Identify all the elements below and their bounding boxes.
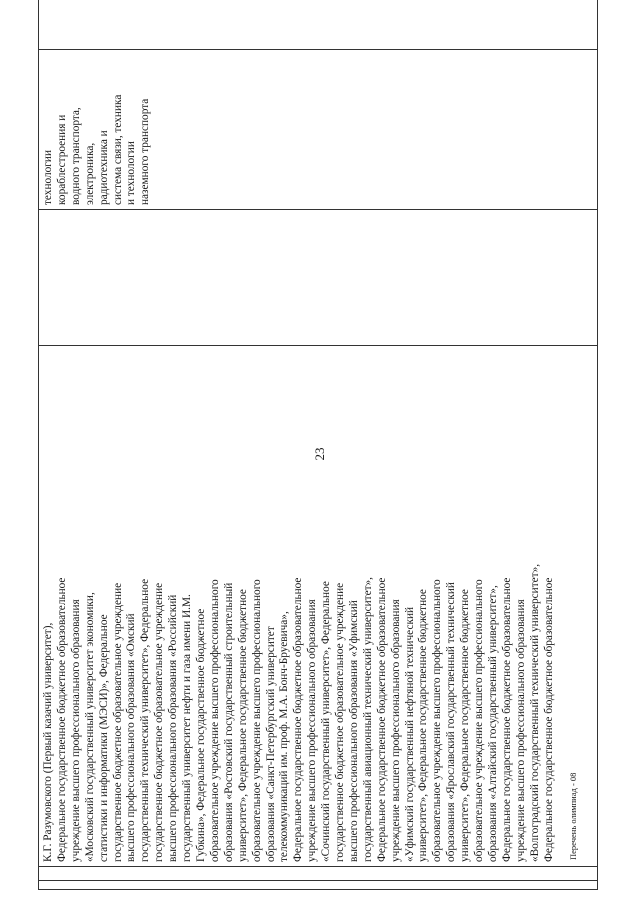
organizations-line: государственное бюджетное образовательное учреждение bbox=[334, 582, 347, 862]
organizations-line: учреждение высшего профессионального образования bbox=[69, 599, 82, 862]
organizations-line: «Уфимский государственный нефтяной технический bbox=[403, 606, 416, 862]
organizations-line: высшего профессионального образования «Российский bbox=[167, 594, 180, 862]
organizations-line: образования «Алтайский государственный университет», bbox=[487, 585, 499, 862]
olympiad-table bbox=[38, 0, 598, 890]
directions-text bbox=[42, 54, 153, 205]
table-row bbox=[39, 0, 598, 890]
table-cell-empty bbox=[39, 210, 598, 346]
organizations-line: образовательное учреждение высшего профессионального bbox=[431, 579, 444, 862]
organizations-line: Губкина», Федеральное государственное бюджетное bbox=[194, 608, 207, 862]
directions-cell bbox=[39, 50, 598, 210]
organizations-line: Федеральное государственное бюджетное образовательное bbox=[542, 577, 555, 862]
footer-note: Перечень олимпиад - 08 bbox=[568, 772, 578, 860]
organizations-line: университет», Федеральное государственное бюджетное bbox=[417, 589, 430, 862]
organizations-line: университет», Федеральное государственное бюджетное bbox=[236, 589, 249, 862]
organizations-line: Федеральное государственное бюджетное образовательное bbox=[375, 577, 388, 862]
organizations-line: государственный авиационный технический университет», bbox=[361, 576, 374, 862]
organizations-line: образования «Санкт-Петербургский университет bbox=[264, 626, 277, 862]
organizations-line: статистики и информатики (МЭСИ)», Федеральное bbox=[97, 614, 110, 862]
directions-line: система связи, техника bbox=[111, 94, 124, 205]
organizations-line: высшего профессионального образования «Уфимский bbox=[347, 600, 360, 862]
organizations-line: «Сочинский государственный университет», Федеральное bbox=[320, 581, 333, 862]
organizations-line: государственное бюджетное образовательное учреждение bbox=[111, 582, 124, 862]
organizations-line: К.Г. Разумовского (Первый казачий университет), bbox=[42, 622, 54, 862]
organizations-line: «Московский государственный университет экономики, bbox=[83, 592, 96, 862]
directions-line: электроника, bbox=[83, 142, 96, 205]
organizations-text bbox=[42, 350, 557, 862]
organizations-line: государственное бюджетное образовательное учреждение bbox=[153, 582, 166, 862]
organizations-line: образовательное учреждение высшего профессионального bbox=[208, 579, 221, 862]
directions-line: радиотехника и bbox=[97, 130, 110, 205]
table-cell-empty bbox=[39, 0, 598, 50]
organizations-line: университет», Федеральное государственное бюджетное bbox=[459, 589, 472, 862]
organizations-line: телекоммуникаций им. проф. М.А. Бонч-Бруевича», bbox=[278, 611, 291, 862]
organizations-line: государственный университет нефти и газа имени И.М. bbox=[181, 594, 194, 862]
directions-line: водного транспорта, bbox=[69, 107, 82, 205]
organizations-cell bbox=[39, 346, 598, 867]
organizations-line: образовательное учреждение высшего профессионального bbox=[473, 579, 486, 862]
organizations-line: государственный технический университет», Федеральное bbox=[139, 578, 152, 862]
organizations-line: образовательное учреждение высшего профессионального bbox=[250, 579, 263, 862]
directions-line: наземного транспорта bbox=[139, 98, 152, 205]
directions-line: технологии bbox=[42, 149, 54, 205]
organizations-line: образования «Ростовский государственный строительный bbox=[222, 582, 235, 862]
rotated-page-content bbox=[38, 5, 598, 890]
directions-line: и технологии bbox=[125, 141, 138, 205]
organizations-line: Федеральное государственное бюджетное образовательное bbox=[500, 577, 513, 862]
table-cell-empty bbox=[39, 881, 598, 890]
page-number: 23 bbox=[312, 447, 327, 461]
organizations-line: учреждение высшего профессионального образования bbox=[306, 599, 319, 862]
organizations-line: высшего профессионального образования «Омский bbox=[125, 613, 138, 862]
table-cell-empty bbox=[39, 867, 598, 881]
organizations-line: Федеральное государственное бюджетное образовательное bbox=[292, 577, 305, 862]
organizations-line: учреждение высшего профессионального образования bbox=[389, 599, 402, 862]
directions-line: кораблестроения и bbox=[55, 114, 68, 205]
organizations-line: учреждение высшего профессионального образования bbox=[514, 599, 527, 862]
organizations-line: Федеральное государственное бюджетное образовательное bbox=[55, 577, 68, 862]
organizations-line: образования «Ярославский государственный технический bbox=[445, 582, 458, 862]
organizations-line: «Волгоградский государственный технический университет», bbox=[528, 563, 541, 862]
